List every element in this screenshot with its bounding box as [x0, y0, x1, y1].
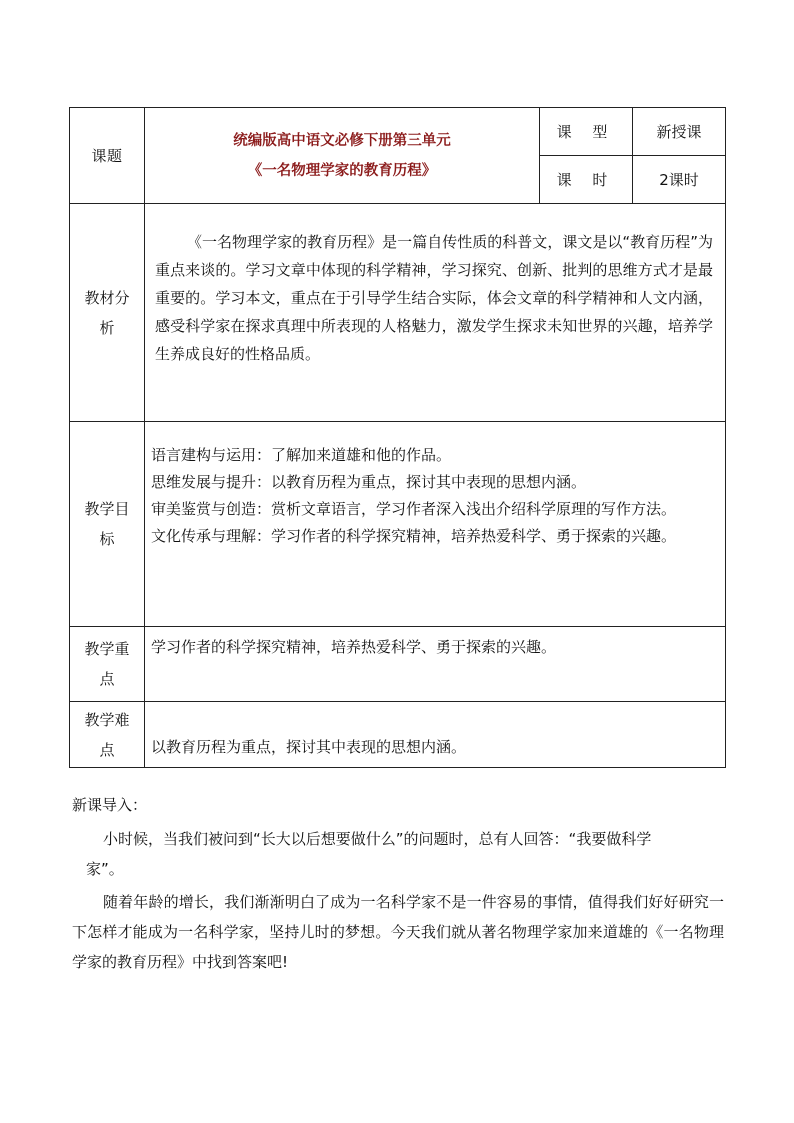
difficulty-label-line2: 点: [99, 740, 115, 759]
difficulty-label: [70, 702, 145, 768]
goals-label-line1: 教学目: [84, 500, 130, 518]
lesson-introduction: [72, 793, 724, 977]
goals-label: [70, 422, 145, 627]
analysis-text: 《一名物理学家的教育历程》是一篇自传性质的科普文，课文是以“教育历程”为重点来谈的。学习文章中体现的科学精神，学习探究、创新、批判的思维方式才是最重要的。学习本文，重点在于引导学生结合实际，体会文章的科学精神和人文内涵，感受科学家在探求真理中所表现的人格魅力，激发学生探求未知世界的兴趣，培养学生养成良好的性格品质。: [145, 204, 726, 422]
lesson-plan-table: [69, 107, 726, 768]
key-points-label: [70, 627, 145, 702]
analysis-row: [70, 204, 726, 422]
analysis-label-line1: 教材分: [84, 288, 130, 307]
intro-paragraph-1-line1: 小时候，当我们被问到“长大以后想要做什么”的问题时，总有人回答：“我要做科学: [103, 830, 652, 848]
intro-paragraph-1-line2: 家”。: [86, 860, 124, 878]
difficulty-row: [70, 702, 726, 768]
course-title-label: 课题: [70, 108, 145, 204]
analysis-label: [70, 204, 145, 422]
course-title-line2: 《一名物理学家的教育历程》: [247, 162, 437, 179]
key-label-line2: 点: [99, 670, 115, 688]
lesson-type-label: 课 型: [540, 108, 633, 156]
goal-item: 思维发展与提升：以教育历程为重点，探讨其中表现的思想内涵。: [151, 473, 587, 491]
key-points-text: 学习作者的科学探究精神，培养热爱科学、勇于探索的兴趣。: [145, 627, 726, 702]
key-label-line1: 教学重: [84, 640, 130, 658]
goals-list: [145, 422, 726, 627]
difficulty-label-line1: 教学难: [84, 710, 130, 729]
key-points-row: [70, 627, 726, 702]
goals-label-line2: 标: [99, 530, 115, 548]
lesson-type-value: 新授课: [633, 108, 726, 156]
goals-row: [70, 422, 726, 627]
goal-item: 文化传承与理解：学习作者的科学探究精神，培养热爱科学、勇于探索的兴趣。: [151, 527, 677, 545]
lesson-hours-value: 2课时: [633, 156, 726, 204]
difficulty-text: 以教育历程为重点，探讨其中表现的思想内涵。: [145, 702, 726, 768]
lesson-hours-label: 课 时: [540, 156, 633, 204]
intro-paragraph-2: 随着年龄的增长，我们渐渐明白了成为一名科学家不是一件容易的事情，值得我们好好研究一下怎样才能成为一名科学家，坚持儿时的梦想。今天我们就从著名物理学家加来道雄的《一名物理学家的教育历程》中找到答案吧!: [72, 893, 724, 971]
goal-item: 审美鉴赏与创造：赏析文章语言，学习作者深入浅出介绍科学原理的写作方法。: [151, 500, 677, 518]
course-title-line1: 统编版高中语文必修下册第三单元: [233, 132, 451, 149]
intro-paragraph-1: [72, 824, 724, 884]
analysis-label-line2: 析: [99, 318, 115, 337]
intro-heading: 新课导入：: [72, 796, 148, 814]
title-row: [70, 108, 726, 156]
course-title-cell: [145, 108, 540, 204]
goal-item: 语言建构与运用：了解加来道雄和他的作品。: [151, 446, 452, 464]
